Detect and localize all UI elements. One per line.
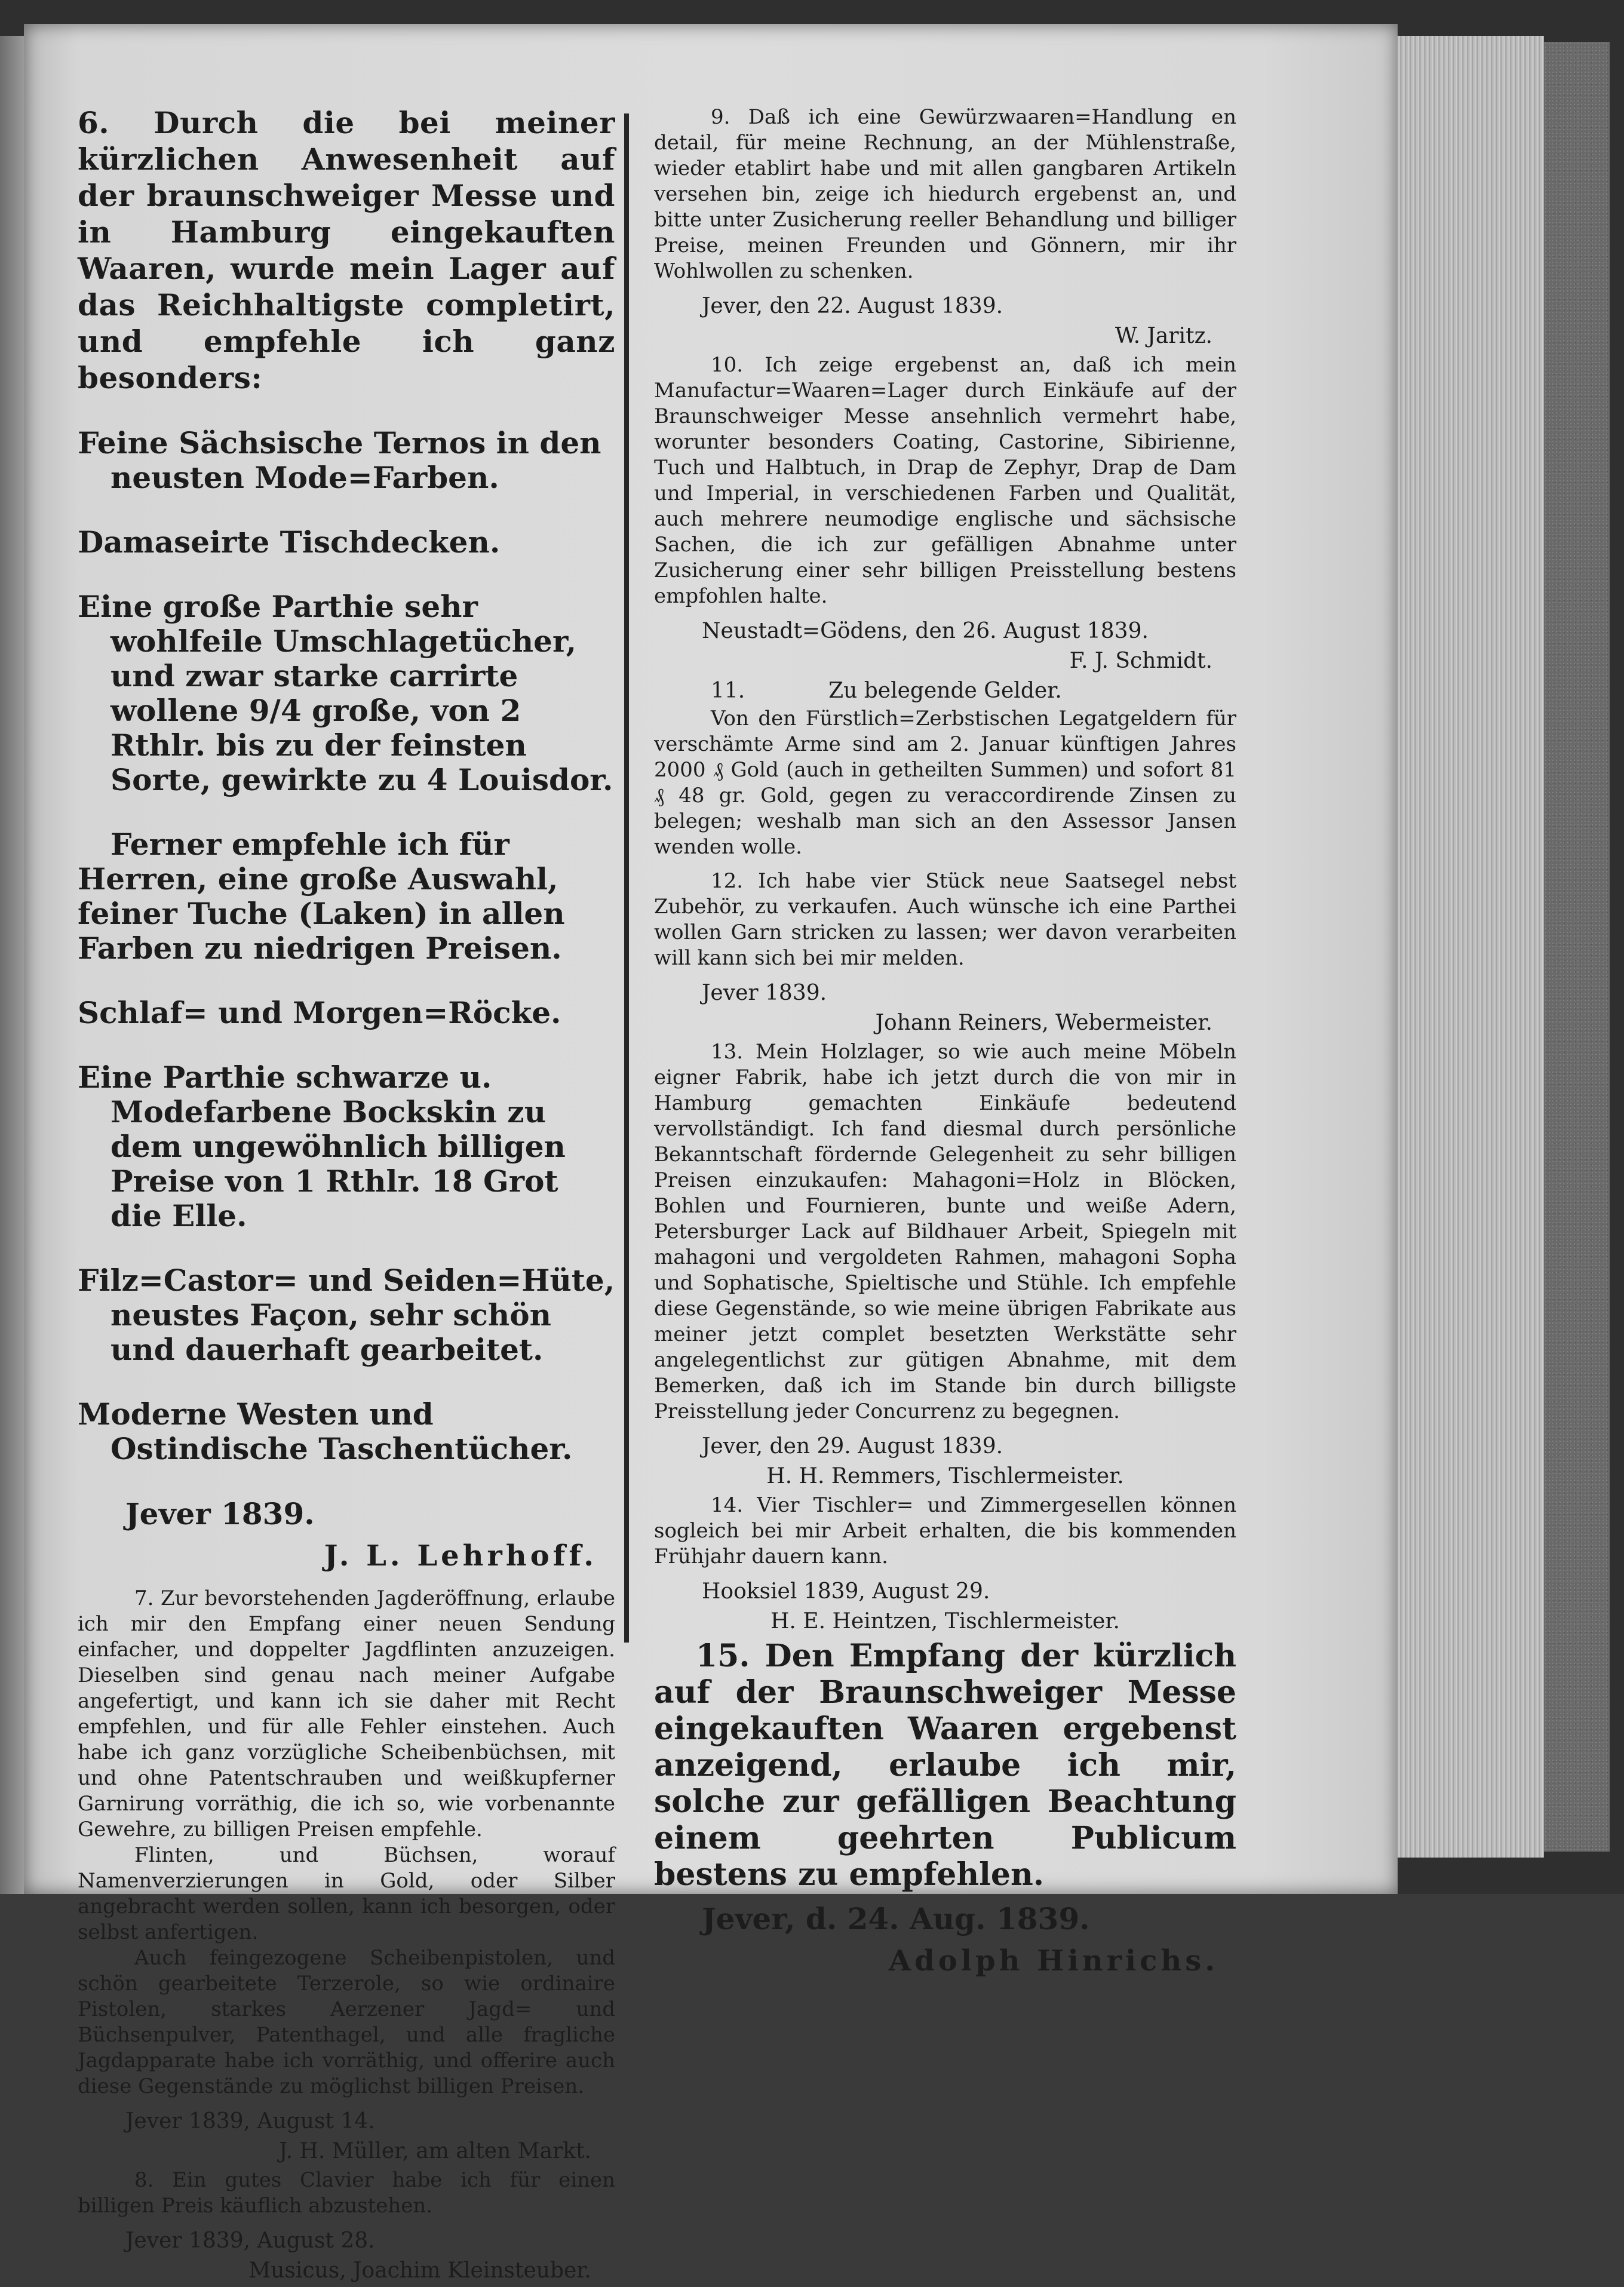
- advert-7-place: Jever 1839, August 14.: [125, 2109, 375, 2133]
- advert-7-p1: 7. Zur bevorstehenden Jagderöffnung, erlaube ich mir den Empfang einer neuen Sendung einfacher, und doppelter Jagdflinten anzuzeigen. Dieselben sind genau nach meiner Aufgabe angefertigt, und kann ich sie daher mit Recht empfehlen, und für alle Fehler einstehen. Auch habe ich ganz vorzügliche Scheibenbüchsen, mit und ohne Patentschrauben und weißkupferner Garnirung vorräthig, die ich so, wie vorbenannte Gewehre, zu billigen Preisen empfehle.: [78, 1586, 615, 1841]
- advert-8: [78, 2168, 615, 2219]
- page-block-edges: [1398, 36, 1544, 1858]
- advert-6-item: Eine Parthie schwarze u. Modefarbene Bockskin zu dem ungewöhnlich billigen Preise von 1 Rthlr. 18 Grot die Elle.: [78, 1060, 566, 1233]
- advert-14-signature: H. E. Heintzen, Tischlermeister.: [770, 1609, 1120, 1634]
- advert-6-items: [78, 426, 615, 1466]
- advert-6-signature: J. L. Lehrhoff.: [324, 1539, 597, 1573]
- advert-7-p3: Auch feingezogene Scheibenpistolen, und schön gearbeitete Terzerole, so wie ordinaire Pistolen, starkes Aerzener Jagd= und Büchsenpulver, Patenthagel, und alle fragliche Jagdapparate habe ich vorräthig, und offerire auch diese Gegenstände zu möglichst billigen Preisen.: [78, 1946, 615, 2098]
- advert-10: [654, 352, 1236, 609]
- advert-13-place: Jever, den 29. August 1839.: [702, 1434, 1003, 1459]
- advert-12-place: Jever 1839.: [702, 981, 827, 1005]
- advert-15: [654, 1638, 1236, 1893]
- advert-10-signature: F. J. Schmidt.: [1069, 649, 1212, 673]
- advert-11-title: Zu belegende Gelder.: [828, 679, 1062, 703]
- advert-6: [78, 105, 615, 396]
- advert-6-item: Feine Sächsische Ternos in den neusten Mode=Farben.: [78, 425, 601, 495]
- advert-7-signature: J. H. Müller, am alten Markt.: [278, 2139, 591, 2163]
- right-column: [654, 105, 1236, 1991]
- book-cover-edge: [1544, 42, 1610, 1852]
- advert-12: [654, 868, 1236, 971]
- advert-12-signature: Johann Reiners, Webermeister.: [875, 1011, 1212, 1035]
- advert-9-place: Jever, den 22. August 1839.: [702, 294, 1003, 318]
- advert-13: [654, 1039, 1236, 1425]
- advert-11-heading: [654, 677, 1236, 705]
- advert-7-p2: Flinten, und Büchsen, worauf Namenverzierungen in Gold, oder Silber angebracht werden sollen, kann ich besorgen, oder selbst anfertigen.: [78, 1843, 615, 1944]
- advert-11-p1: Von den Fürstlich=Zerbstischen Legatgeldern für verschämte Arme sind am 2. Januar künftigen Jahres 2000 ₰ Gold (auch in getheilten Summen) und sofort 81 ₰ 48 gr. Gold, gegen zu veraccordirende Zinsen zu belegen; weshalb man sich an den Assessor Jansen wenden wolle.: [654, 707, 1236, 859]
- advert-7: [78, 1586, 615, 2099]
- facing-page-edge: [0, 36, 24, 1894]
- advert-9-signature: W. Jaritz.: [1115, 324, 1212, 348]
- advert-13-p1: 13. Mein Holzlager, so wie auch meine Möbeln eigner Fabrik, habe ich jetzt durch die von mir in Hamburg gemachten Einkäufe bedeutend vervollständigt. Ich fand diesmal durch persönliche Bekanntschaft fördernde Gelegenheit zu sehr billigen Preisen einzukaufen: Mahagoni=Holz in Blöcken, Bohlen und Fournieren, bunte und weiße Adern, Petersburger Lack auf Bildhauer Arbeit, Spiegeln mit mahagoni und vergoldeten Rahmen, mahagoni Sopha und Sophatische, Spieltische und Stühle. Ich empfehle diese Gegenstände, so wie meine übrigen Fabrikate aus meiner jetzt complet besetzten Werkstätte sehr angelegentlichst zur gütigen Abnahme, mit dem Bemerken, daß ich im Stande bin durch billigste Preisstellung jeder Concurrenz zu begegnen.: [654, 1040, 1236, 1423]
- advert-14-p1: 14. Vier Tischler= und Zimmergesellen können sogleich bei mir Arbeit erhalten, die bis kommenden Frühjahr dauern kann.: [654, 1493, 1236, 1568]
- advert-8-p1: 8. Ein gutes Clavier habe ich für einen billigen Preis käuflich abzustehen.: [78, 2168, 615, 2218]
- advert-9-p1: 9. Daß ich eine Gewürzwaaren=Handlung en detail, für meine Rechnung, an der Mühlenstraße, wieder etablirt habe und mit allen gangbaren Artikeln versehen bin, zeige ich hiedurch ergebenst an, und bitte unter Zusicherung reeller Behandlung und billiger Preise, meinen Freunden und Gönnern, mir ihr Wohlwollen zu schenken.: [654, 105, 1236, 283]
- advert-6-place: Jever 1839.: [125, 1496, 315, 1531]
- advert-9: [654, 105, 1236, 284]
- advert-14: [654, 1493, 1236, 1570]
- advert-15-p1: Den Empfang der kürzlich auf der Braunschweiger Messe eingekauften Waaren ergebenst anzeigend, erlaube ich mir, solche zur gefälligen Beachtung einem geehrten Publicum bestens zu empfehlen.: [654, 1638, 1236, 1893]
- advert-11-number: 11.: [711, 679, 745, 703]
- advert-10-place: Neustadt=Gödens, den 26. August 1839.: [702, 619, 1149, 643]
- left-column: [78, 105, 615, 2287]
- advert-6-item: Ferner empfehle ich für Herren, eine große Auswahl, feiner Tuche (Laken) in allen Farben zu niedrigen Preisen.: [78, 827, 565, 966]
- advert-8-signature: Musicus, Joachim Kleinsteuber.: [248, 2258, 591, 2283]
- advert-6-item: Eine große Parthie sehr wohlfeile Umschlagetücher, und zwar starke carrirte wollene 9/4 große, von 2 Rthlr. bis zu der feinsten Sorte, gewirkte zu 4 Louisdor.: [78, 589, 613, 797]
- advert-6-item: Filz=Castor= und Seiden=Hüte, neustes Façon, sehr schön und dauerhaft gearbeitet.: [78, 1263, 615, 1367]
- advert-6-item: Damaseirte Tischdecken.: [78, 524, 501, 560]
- advert-12-p1: 12. Ich habe vier Stück neue Saatsegel nebst Zubehör, zu verkaufen. Auch wünsche ich eine Parthei wollen Garn stricken zu lassen; wer davon verarbeiten will kann sich bei mir melden.: [654, 869, 1236, 970]
- advert-13-signature: H. H. Remmers, Tischlermeister.: [766, 1464, 1124, 1488]
- advert-6-intro: 6. Durch die bei meiner kürzlichen Anwesenheit auf der braunschweiger Messe und in Hamburg eingekauften Waaren, wurde mein Lager auf das Reichhaltigste completirt, und empfehle ich ganz besonders:: [78, 105, 615, 395]
- advert-15-number: 15.: [696, 1638, 750, 1674]
- advert-10-p1: 10. Ich zeige ergebenst an, daß ich mein Manufactur=Waaren=Lager durch Einkäufe auf der Braunschweiger Messe ansehnlich vermehrt habe, worunter besonders Coating, Castorine, Sibirienne, Tuch und Halbtuch, in Drap de Zephyr, Drap de Dam und Imperial, in verschiedenen Farben und Qualität, auch mehrere neumodige englische und sächsische Sachen, die ich zur gefälligen Abnahme unter Zusicherung einer sehr billigen Preisstellung bestens empfohlen halte.: [654, 353, 1236, 608]
- advert-15-place: Jever, d. 24. Aug. 1839.: [702, 1901, 1090, 1936]
- advert-11: [654, 706, 1236, 860]
- advert-14-place: Hooksiel 1839, August 29.: [702, 1579, 990, 1604]
- advert-15-signature: Adolph Hinrichs.: [888, 1944, 1218, 1978]
- advert-8-place: Jever 1839, August 28.: [125, 2228, 375, 2253]
- advert-6-item: Moderne Westen und Ostindische Taschentücher.: [78, 1396, 573, 1466]
- column-divider: [624, 113, 629, 1643]
- advert-6-item: Schlaf= und Morgen=Röcke.: [78, 995, 561, 1030]
